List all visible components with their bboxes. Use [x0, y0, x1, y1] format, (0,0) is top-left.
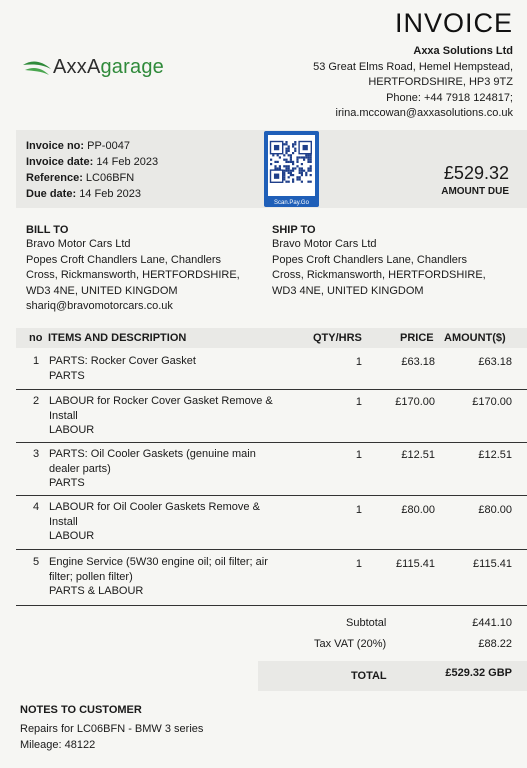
row-4-desc-line: Install	[49, 515, 78, 528]
row-1-qty: 1	[355, 356, 362, 368]
subtotal-value: £441.10	[472, 617, 512, 629]
row-4-desc-line: LABOUR for Oil Cooler Gaskets Remove &	[49, 501, 260, 513]
row-divider	[16, 442, 527, 443]
bill-to-line: Bravo Motor Cars Ltd	[26, 238, 131, 250]
amount-due-value: £529.32	[443, 163, 509, 183]
row-2-type: LABOUR	[49, 424, 95, 436]
total-label: TOTAL	[351, 670, 387, 682]
ship-to-line: Cross, Rickmansworth, HERTFORDSHIRE,	[272, 269, 486, 281]
row-2-desc	[49, 394, 289, 438]
bill-to-email[interactable]: shariq@bravomotorcars.co.uk	[26, 300, 173, 312]
notes-line: Repairs for LC06BFN - BMW 3 series	[20, 723, 204, 735]
ship-to-line: Bravo Motor Cars Ltd	[272, 238, 377, 250]
company-name: Axxa Solutions Ltd	[413, 45, 513, 57]
vat-value: £88.22	[478, 638, 512, 650]
row-3-type: PARTS	[49, 477, 85, 489]
row-3-desc-line: dealer parts)	[49, 462, 111, 475]
row-3-desc	[49, 447, 289, 491]
row-2-desc-line: Install	[49, 409, 78, 422]
reference: LC06BFN	[85, 172, 135, 184]
logo-text-part2: garage	[100, 55, 164, 78]
due-date: 14 Feb 2023	[79, 188, 141, 200]
row-3-amount: £12.51	[478, 449, 512, 461]
reference-label: Reference:	[26, 172, 83, 184]
col-no: no	[29, 332, 43, 344]
row-5-qty: 1	[355, 558, 362, 570]
bill-to-title: BILL TO	[26, 224, 69, 236]
company-address-line1: 53 Great Elms Road, Hemel Hempstead,	[313, 60, 513, 73]
bill-to-line: WD3 4NE, UNITED KINGDOM	[26, 284, 178, 297]
row-divider	[16, 389, 527, 390]
invoice-date-label: Invoice date:	[26, 156, 94, 168]
ship-to-line: Popes Croft Chandlers Lane, Chandlers	[272, 253, 468, 266]
row-divider	[16, 605, 527, 606]
row-1-no: 1	[33, 355, 40, 367]
company-address-line2: HERTFORDSHIRE, HP3 9TZ	[368, 76, 513, 88]
ship-to-title: SHIP TO	[272, 224, 316, 236]
invoice-no: PP-0047	[87, 140, 130, 152]
col-qty: QTY/HRS	[313, 332, 362, 344]
col-price: PRICE	[400, 332, 434, 344]
bill-to-address	[26, 237, 240, 315]
leaf-icon	[22, 55, 52, 79]
invoice-meta	[26, 138, 158, 202]
row-1-type: PARTS	[49, 369, 85, 382]
due-date-label: Due date:	[26, 188, 77, 200]
row-1-amount: £63.18	[478, 356, 512, 368]
row-5-no: 5	[33, 556, 40, 568]
qr-caption: Scan.Pay.Go	[274, 200, 309, 206]
ship-to-line: WD3 4NE, UNITED KINGDOM	[272, 284, 424, 297]
notes-body	[20, 721, 203, 753]
subtotal-label: Subtotal	[346, 617, 387, 629]
ship-to-address	[272, 237, 486, 299]
row-5-price: £115.41	[396, 558, 435, 570]
qr-code-icon	[268, 135, 315, 196]
notes-title: NOTES TO CUSTOMER	[20, 704, 142, 716]
row-divider	[16, 549, 527, 550]
bill-to-line: Popes Croft Chandlers Lane, Chandlers	[26, 253, 222, 266]
row-2-amount: £170.00	[472, 396, 512, 408]
vat-label: Tax VAT (20%)	[314, 638, 387, 650]
items-table-header	[16, 328, 527, 348]
company-logo	[22, 55, 164, 79]
invoice-title: INVOICE	[394, 8, 513, 38]
row-4-type: LABOUR	[49, 530, 95, 542]
company-phone: Phone: +44 7918 124817;	[386, 91, 513, 104]
row-5-type: PARTS & LABOUR	[49, 585, 144, 597]
row-divider	[16, 495, 527, 496]
invoice-no-label: Invoice no:	[26, 140, 85, 152]
row-1-price: £63.18	[401, 356, 435, 368]
row-2-qty: 1	[355, 396, 362, 408]
col-amount: AMOUNT($)	[444, 332, 506, 344]
row-2-desc-line: LABOUR for Rocker Cover Gasket Remove &	[49, 395, 273, 407]
row-4-desc	[49, 500, 289, 544]
row-5-desc-line: Engine Service (5W30 engine oil; oil filter; air	[49, 556, 268, 568]
company-info	[313, 44, 513, 122]
row-4-price: £80.00	[401, 504, 435, 516]
row-3-qty: 1	[355, 449, 362, 461]
row-4-qty: 1	[355, 504, 362, 516]
notes-line: Mileage: 48122	[20, 739, 96, 751]
row-4-amount: £80.00	[478, 504, 512, 516]
invoice-date: 14 Feb 2023	[96, 156, 159, 168]
company-email[interactable]: irina.mccowan@axxasolutions.co.uk	[335, 107, 513, 119]
row-1-desc	[49, 354, 289, 383]
row-5-desc	[49, 555, 309, 599]
bill-to-line: Cross, Rickmansworth, HERTFORDSHIRE,	[26, 269, 240, 281]
col-items: ITEMS AND DESCRIPTION	[48, 332, 187, 344]
payment-qr-code[interactable]	[264, 131, 319, 207]
row-5-desc-line: filter; pollen filter)	[49, 570, 133, 583]
row-5-amount: £115.41	[473, 558, 512, 570]
row-3-price: £12.51	[401, 449, 435, 461]
logo-text	[53, 56, 164, 79]
row-3-no: 3	[33, 448, 40, 460]
logo-text-part1: AxxA	[53, 55, 101, 78]
amount-due-label: AMOUNT DUE	[441, 186, 509, 197]
row-3-desc-line: PARTS: Oil Cooler Gaskets (genuine main	[49, 448, 256, 460]
row-2-no: 2	[33, 395, 40, 407]
row-1-desc-line: PARTS: Rocker Cover Gasket	[49, 355, 196, 367]
row-2-price: £170.00	[395, 396, 435, 408]
row-4-no: 4	[33, 501, 40, 513]
total-value: £529.32 GBP	[445, 667, 512, 679]
